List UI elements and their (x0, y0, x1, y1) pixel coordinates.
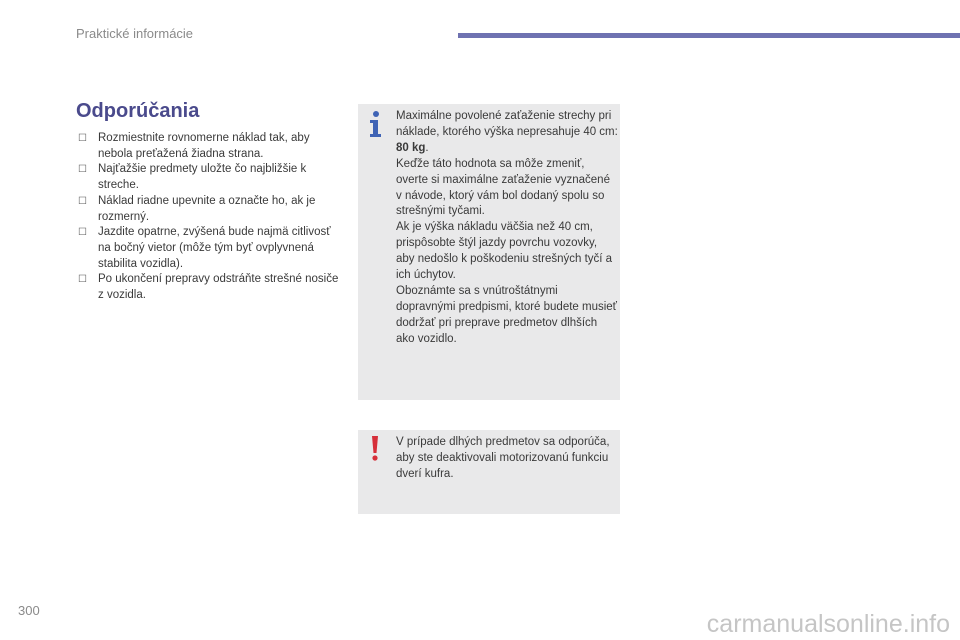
info-paragraph: Oboznámte sa s vnútroštátnymi dopravnými predpismi, ktoré budete musieť dodržať pri preprave predmetov dlhších ako vozidlo. (396, 284, 617, 345)
info-paragraph: Ak je výška nákladu väčšia než 40 cm, prispôsobte štýl jazdy povrchu vozovky, aby nedošlo k poškodeniu strešných tyčí a ich úchytov. (396, 221, 613, 282)
list-item (76, 194, 344, 225)
list-item (76, 272, 344, 303)
checkbox-bullet-icon: ☐ (78, 274, 87, 286)
checkbox-bullet-icon: ☐ (78, 164, 87, 176)
warning-box (358, 430, 620, 514)
warning-paragraph: V prípade dlhých predmetov sa odporúča, aby ste deaktivovali motorizovanú funkciu dverí kufra. (396, 436, 610, 480)
info-paragraph (396, 109, 618, 157)
page-number: 300 (18, 603, 40, 618)
list-item-text: Po ukončení prepravy odstráňte strešné nosiče z vozidla. (98, 273, 339, 302)
watermark: carmanualsonline.info (706, 610, 950, 638)
list-item (76, 131, 344, 162)
list-item-text: Náklad riadne upevnite a označte ho, ak je rozmerný. (98, 194, 316, 223)
info-box-text (396, 109, 618, 348)
list-item (76, 225, 344, 272)
checkbox-bullet-icon: ☐ (78, 227, 87, 239)
info-text-start: Maximálne povolené zaťaženie strechy pri náklade, ktorého výška nepresahuje 40 cm: (396, 110, 618, 138)
checkbox-bullet-icon: ☐ (78, 133, 87, 144)
page-header-title: Praktické informácie (76, 26, 194, 41)
warning-box-text (396, 435, 618, 483)
list-item-text: Najťažšie predmety uložte čo najbližšie k streche. (98, 163, 307, 192)
list-item (76, 162, 344, 193)
info-box (358, 104, 620, 400)
header-accent-bar (458, 33, 960, 38)
list-item-text: Rozmiestnite rovnomerne náklad tak, aby nebola preťažená žiadna strana. (98, 132, 310, 160)
info-paragraph: Keďže táto hodnota sa môže zmeniť, overte si maximálne zaťaženie vyznačené v návode, ktorý vám bol dodaný spolu so strešnými tyčami. (396, 157, 610, 218)
list-item-text: Jazdite opatrne, zvýšená bude najmä citlivosť na bočný vietor (môže tým byť ovplyvnená stabilita vozidla). (98, 226, 331, 270)
info-text-end: . (425, 141, 429, 154)
section-title: Odporúčania (76, 100, 200, 122)
recommendations-list (76, 131, 344, 304)
info-icon (366, 110, 384, 138)
warning-icon (366, 434, 384, 462)
checkbox-bullet-icon: ☐ (78, 195, 87, 207)
max-load-value: 80 kg (396, 141, 426, 154)
